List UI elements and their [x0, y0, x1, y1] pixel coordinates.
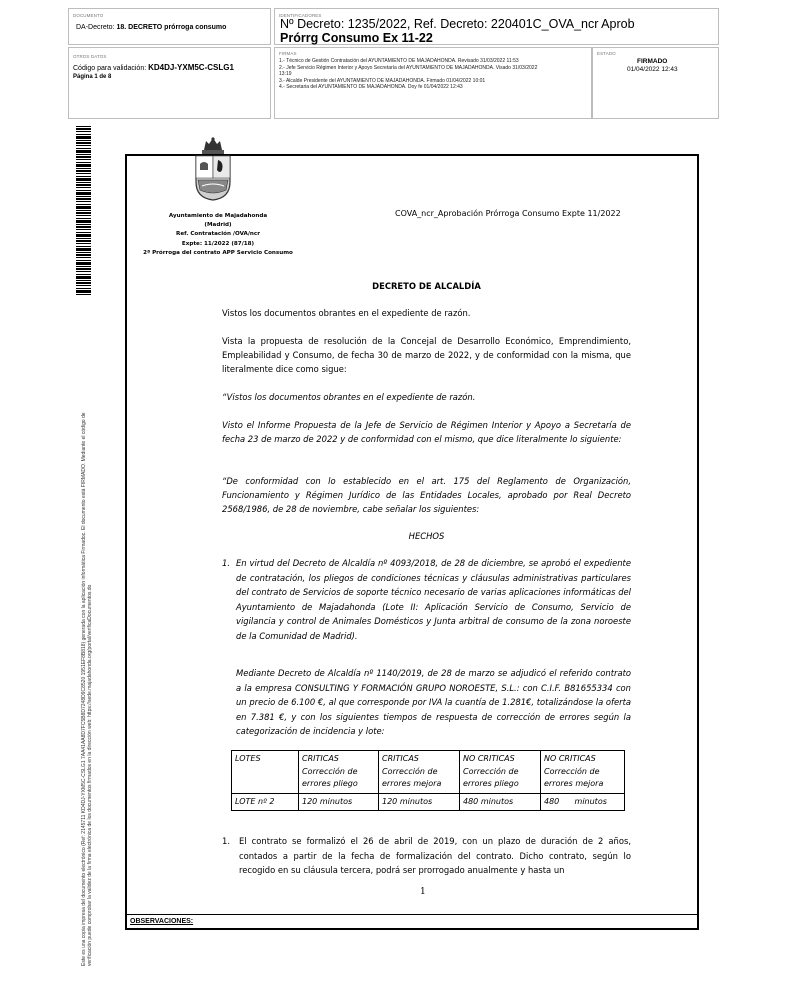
decreto-number: Nº Decreto: 1235/2022, Ref. Decreto: 220401C_OVA_ncr Aprob — [280, 17, 635, 31]
barcode — [76, 126, 91, 296]
codigo-validacion: Código para validación: KD4DJ-YXM5C-CSLG1 — [73, 63, 234, 72]
firma-4: 4.- Secretaria del AYUNTAMIENTO DE MAJADAHONDA. Doy fe 01/04/2022 12:43 — [279, 84, 463, 91]
paragraph-5: “De conformidad con lo establecido en el art. 175 del Reglamento de Organización, Funcionamiento y Régimen Jurídico de las Entidades Locales, aprobado por Real Decreto 2568/1986, de 28 de noviembre, cabe señalar los siguientes: — [222, 476, 631, 514]
paragraph-3: “Vistos los documentos obrantes en el expediente de razón. — [222, 392, 476, 402]
header-document-box — [68, 8, 271, 45]
table-cell: 480 minutos — [460, 793, 541, 811]
firmas-label: FIRMAS — [279, 51, 297, 56]
firma-1: 1.- Técnico de Gestión Contratación del AYUNTAMIENTO DE MAJADAHONDA. Revisado 31/03/2022 11:53 — [279, 58, 519, 64]
paragraph-4: Visto el Informe Propuesta de la Jefe de Servicio de Régimen Interior y Apoyo a Secretaría de fecha 23 de marzo de 2022 y de conformidad con el mismo, que dice literalmente lo siguiente: — [222, 420, 631, 444]
table-row — [232, 793, 625, 811]
header-cell-lotes: LOTES — [232, 751, 299, 794]
response-times-table — [231, 750, 625, 811]
estado-value: FIRMADO — [637, 58, 668, 65]
header-cell-criticas-mejora: CRITICAS Corrección de errores mejora — [379, 751, 460, 794]
documento-label: DOCUMENTO — [73, 13, 104, 18]
header-estado-box — [592, 47, 719, 119]
paragraph-2: Vista la propuesta de resolución de la Concejal de Desarrollo Económico, Emprendimiento, Empleabilidad y Consumo, de fecha 30 de marzo de 2022, y de conformidad con la misma, que literalmente dice como sigue: — [222, 336, 631, 374]
coat-of-arms-icon — [190, 136, 236, 202]
table-header-row — [232, 751, 625, 794]
letterhead: Ayuntamiento de Majadahonda (Madrid) Ref. Contratación /OVA/ncr Expte: 11/2022 (87/18) 2ª Prórroga del contrato APP Servicio Consumo — [143, 213, 293, 257]
side-verification-text: Este es una copia impresa del documento electrónico (Ref: 2145711 KD4DJ-YXM5C-CSLG1 7AA41AA8D7FC5B8D7248D9C8520 1951EF8B818) generada con la aplicación informática Firmadoc. El documento está FIRMADO. Mediante el código de verificación puede comprobar la validez de la firma electrónica de los documentos firmados en la dirección web: https://sede.majadahonda.org/portal/verificaDocumentos.do — [81, 412, 93, 966]
header-cell-no-criticas-pliego: NO CRITICAS Corrección de errores pliego — [460, 751, 541, 794]
page-number: 1 — [420, 887, 426, 897]
page-title: DECRETO DE ALCALDÍA — [372, 281, 481, 291]
identificadores-label: IDENTIFICADORES — [279, 13, 322, 18]
firma-2: 2.- Jefe Servicio Régimen Interior y Apoyo Secretaría del AYUNTAMIENTO DE MAJADAHONDA. Visado 31/03/2022 — [279, 64, 538, 71]
table-cell: 120 minutos — [379, 793, 460, 811]
header-cell-no-criticas-mejora: NO CRITICAS Corrección de errores mejora — [541, 751, 625, 794]
decreto-ref: Prórrg Consumo Ex 11-22 — [280, 31, 433, 45]
observaciones-label: OBSERVACIONES: — [127, 914, 697, 928]
otros-datos-label: OTROS DATOS — [73, 54, 107, 59]
firma-3: 3.- Alcalde Presidente del AYUNTAMIENTO DE MAJADAHONDA. Firmado 01/04/2022 10:01 — [279, 77, 486, 84]
estado-label: ESTADO — [597, 51, 616, 56]
table-cell: LOTE nº 2 — [232, 793, 299, 811]
estado-date: 01/04/2022 12:43 — [627, 66, 678, 73]
paragraph-1: Vistos los documentos obrantes en el expediente de razón. — [222, 308, 471, 318]
list-item: 1. En virtud del Decreto de Alcaldía nº 4093/2018, de 28 de diciembre, se aprobó el expediente de contratación, los pliegos de condiciones técnicas y cláusulas administrativas particulares del contrato de Servicios de soporte técnico necesario de varias aplicaciones informáticas del Ayuntamiento de Majadahonda (Lote II: Aplicación Servicio de Consumo, Servicio de vigilancia y control de Animales Domésticos y Junta arbitral de consumo de la zona noroeste de la Comunidad de Madrid). — [222, 558, 631, 641]
table-cell: 480 minutos — [541, 793, 625, 811]
header-otros-datos-box — [68, 47, 271, 119]
firma-2-time: 13:19 — [279, 71, 292, 78]
header-cell-criticas-pliego: CRITICAS Corrección de errores pliego — [299, 751, 379, 794]
documento-value: DA-Decreto: 18. DECRETO prórroga consumo — [76, 24, 227, 31]
hechos-heading: HECHOS — [408, 531, 445, 541]
header-identificadores-box — [274, 8, 719, 45]
document-reference: COVA_ncr_Aprobación Prórroga Consumo Expte 11/2022 — [395, 209, 621, 218]
table-cell: 120 minutos — [299, 793, 379, 811]
list-item-continuation: Mediante Decreto de Alcaldía nº 1140/2019, de 28 de marzo se adjudicó el referido contrato a la empresa CONSULTING Y FORMACIÓN GRUPO NOROESTE, S.L.: con C.I.F. B81655334 con un precio de 6.100 €, al que corresponde por IVA la cuantía de 1.281€, totalizándose la oferta en 7.381 €, y con los siguientes tiempos de respuesta de corrección de errores según la categorización de incidencia y lote: — [236, 668, 631, 737]
list-item: 1. El contrato se formalizó el 26 de abril de 2019, con un plazo de duración de 2 años, contados a partir de la fecha de formalización del contrato. Dicho contrato, según lo recogido en su cláusula tercera, podrá ser prorrogado anualmente y hasta un — [222, 836, 631, 876]
page-count: Página 1 de 8 — [73, 74, 112, 80]
header-firmas-box — [274, 47, 592, 119]
